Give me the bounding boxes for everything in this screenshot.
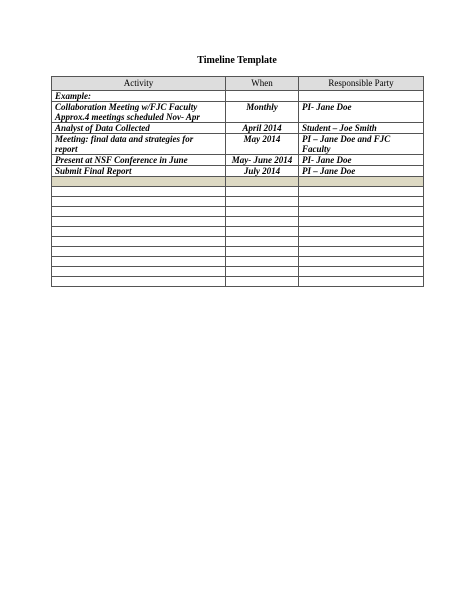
empty-cell[interactable] [52, 267, 226, 277]
timeline-table [51, 76, 424, 287]
highlighted-empty-row [52, 177, 424, 187]
party-cell[interactable] [299, 134, 424, 155]
activity-cell[interactable] [52, 166, 226, 177]
empty-cell[interactable] [52, 277, 226, 287]
empty-cell[interactable] [52, 177, 226, 187]
table-row [52, 134, 424, 155]
party-text: PI- Jane Doe [302, 102, 352, 112]
activity-text: Present at NSF Conference in June [55, 155, 188, 165]
activity-text: Collaboration Meeting w/FJC Faculty [55, 102, 198, 112]
empty-cell[interactable] [299, 187, 424, 197]
party-text: PI – Jane Doe [302, 166, 356, 176]
empty-cell[interactable] [299, 237, 424, 247]
empty-cell[interactable] [299, 257, 424, 267]
empty-cell[interactable] [226, 217, 299, 227]
table-header-row [52, 77, 424, 91]
empty-cell[interactable] [299, 217, 424, 227]
party-text: Student – Joe Smith [302, 123, 377, 133]
when-cell[interactable] [226, 91, 299, 102]
when-cell[interactable]: Monthly [226, 102, 299, 123]
empty-cell[interactable] [52, 227, 226, 237]
empty-cell[interactable] [299, 247, 424, 257]
empty-cell[interactable] [299, 207, 424, 217]
activity-text: Analyst of Data Collected [55, 123, 150, 133]
table-row [52, 166, 424, 177]
activity-cell[interactable] [52, 123, 226, 134]
empty-row [52, 237, 424, 247]
empty-row [52, 277, 424, 287]
activity-cell[interactable] [52, 91, 226, 102]
when-cell[interactable]: May- June 2014 [226, 155, 299, 166]
page-title: Timeline Template [197, 55, 277, 66]
activity-text: Example: [55, 91, 91, 101]
activity-text: Submit Final Report [55, 166, 132, 176]
empty-row [52, 227, 424, 237]
party-cell[interactable] [299, 155, 424, 166]
empty-cell[interactable] [299, 277, 424, 287]
activity-text: report [55, 144, 78, 154]
empty-row [52, 217, 424, 227]
party-text: PI – Jane Doe and FJC [302, 134, 391, 144]
empty-cell[interactable] [226, 197, 299, 207]
party-cell[interactable] [299, 166, 424, 177]
empty-row [52, 267, 424, 277]
empty-cell[interactable] [299, 267, 424, 277]
column-header-activity: Activity [52, 77, 226, 91]
table-row [52, 155, 424, 166]
empty-cell[interactable] [299, 227, 424, 237]
activity-cell[interactable] [52, 134, 226, 155]
party-cell[interactable] [299, 91, 424, 102]
table-row [52, 123, 424, 134]
empty-cell[interactable] [226, 207, 299, 217]
when-cell[interactable]: May 2014 [226, 134, 299, 155]
empty-cell[interactable] [52, 217, 226, 227]
when-cell[interactable]: April 2014 [226, 123, 299, 134]
party-text: PI- Jane Doe [302, 155, 352, 165]
activity-text: Approx.4 meetings scheduled Nov- Apr [55, 112, 200, 122]
empty-cell[interactable] [226, 247, 299, 257]
empty-row [52, 197, 424, 207]
table-row [52, 91, 424, 102]
column-header-responsible-party: Responsible Party [299, 77, 424, 91]
table-row [52, 102, 424, 123]
empty-cell[interactable] [52, 247, 226, 257]
activity-text: Meeting: final data and strategies for [55, 134, 194, 144]
empty-cell[interactable] [52, 197, 226, 207]
activity-cell[interactable] [52, 102, 226, 123]
empty-row [52, 257, 424, 267]
party-text: Faculty [302, 144, 331, 154]
party-cell[interactable] [299, 102, 424, 123]
empty-cell[interactable] [226, 187, 299, 197]
empty-cell[interactable] [52, 207, 226, 217]
empty-cell[interactable] [299, 177, 424, 187]
party-cell[interactable] [299, 123, 424, 134]
empty-cell[interactable] [52, 187, 226, 197]
when-cell[interactable]: July 2014 [226, 166, 299, 177]
column-header-when: When [226, 77, 299, 91]
empty-cell[interactable] [52, 257, 226, 267]
empty-cell[interactable] [52, 237, 226, 247]
empty-cell[interactable] [226, 257, 299, 267]
empty-row [52, 207, 424, 217]
empty-cell[interactable] [226, 237, 299, 247]
empty-cell[interactable] [226, 227, 299, 237]
empty-cell[interactable] [299, 197, 424, 207]
activity-cell[interactable] [52, 155, 226, 166]
empty-cell[interactable] [226, 177, 299, 187]
empty-cell[interactable] [226, 277, 299, 287]
empty-row [52, 247, 424, 257]
empty-row [52, 187, 424, 197]
empty-cell[interactable] [226, 267, 299, 277]
